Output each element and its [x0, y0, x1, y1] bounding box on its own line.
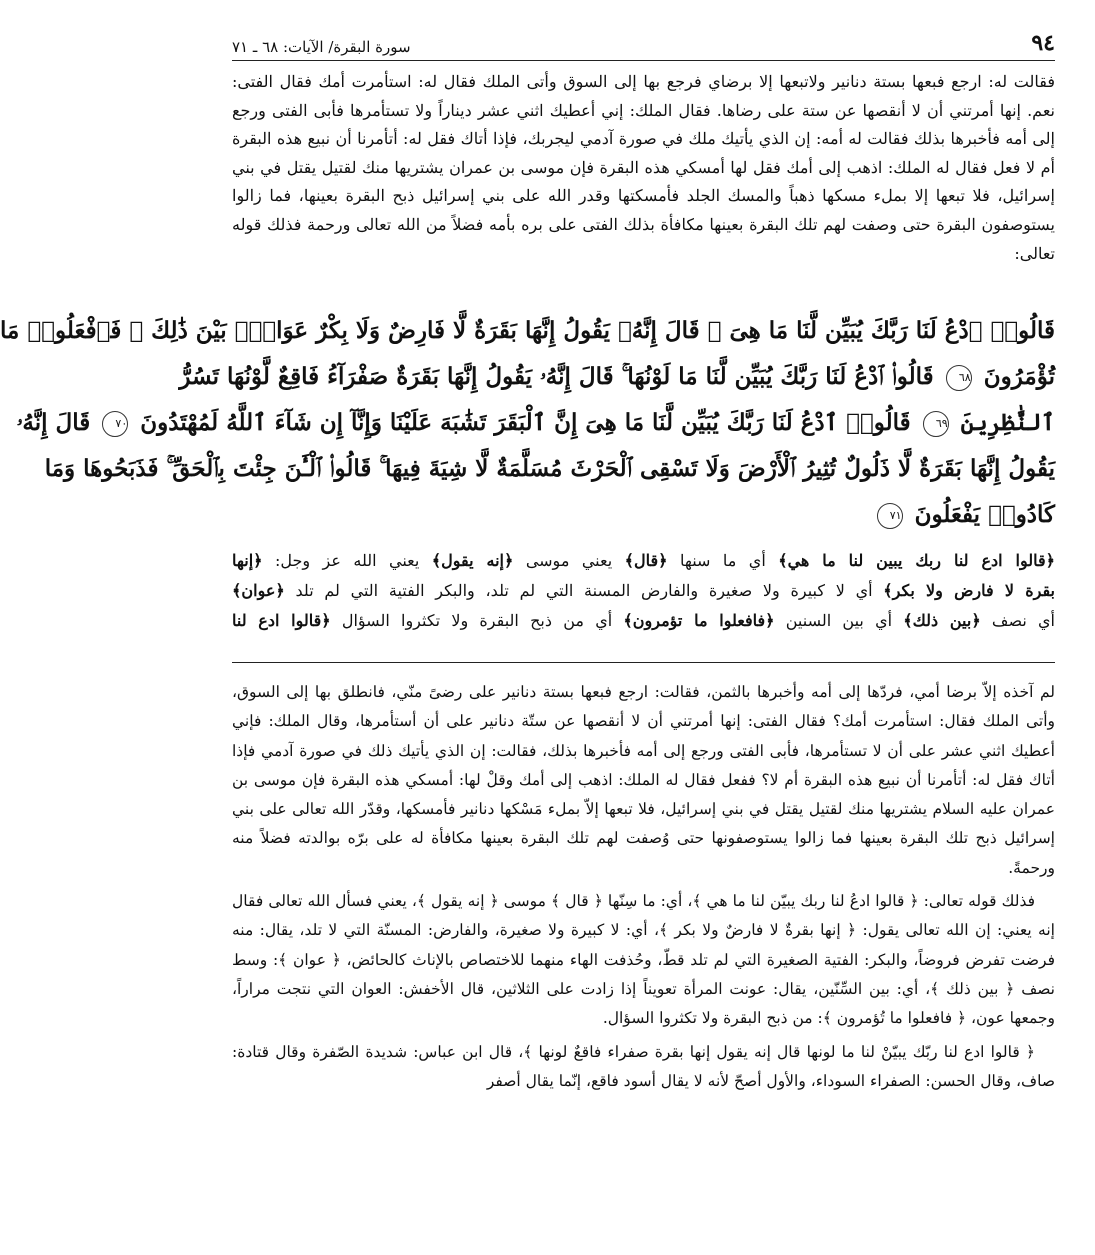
commentary-text: أي لا كبيرة ولا صغيرة والفارض المسنة التي لم تلد، والبكر الفتية التي لم تلد	[284, 581, 884, 600]
tafsir-commentary	[232, 546, 1055, 636]
ayah-number-marker: ٧٠	[102, 411, 128, 437]
quran-line	[179, 354, 1055, 400]
verse-text: قَالُوا۟ ٱدْعُ لَنَا رَبَّكَ يُبَيِّن لَّنَا مَا هِىَ إِنَّ ٱلْبَقَرَ تَشَٰبَهَ عَلَيْنَا وَإِنَّآ إِن شَآءَ ٱللَّهُ لَمُهْتَدُونَ	[140, 409, 911, 436]
verse-text: يَقُولُ إِنَّهَا بَقَرَةٌ لَّا ذَلُولٌ تُثِيرُ ٱلْأَرْضَ وَلَا تَسْقِى ٱلْحَرْثَ مُسَلَّمَةٌ لَّا شِيَةَ فِيهَا ۚ قَالُوا۟ ٱلْـَٰٔنَ جِئْتَ بِٱلْحَقِّ ۚ فَذَبَحُوهَا وَمَا	[44, 455, 1055, 482]
verse-text: قَالَ إِنَّهُۥ	[16, 409, 91, 436]
commentary-text: أي ما سنها	[667, 551, 779, 570]
quoted-verse: ﴿فافعلوا ما تؤمرون﴾	[623, 611, 775, 630]
footnote-paragraph: فذلك قوله تعالى: ﴿ قالوا ادعُ لنا ربك يبيّن لنا ما هي ﴾، أي: ما سِنّها ﴿ قال ﴾ موسى ﴿ إنه يقول ﴾، يعني فسأل الله تعالى فقال إنه يعني: إن الله تعالى يقول: ﴿ إنها بقرةٌ لا فارضٌ ولا بكر ﴾، أي: لا كبيرة ولا صغيرة، والفارض: المسنّة التي لا تلد، يقال: منه فرضت تفرض فروضاً، والبكر: الفتية الصغيرة التي لم تلد قطّ، وحُذفت الهاء منهما للاختصاص بالإناث كالحائض، ﴿ عوان ﴾: وسط نصف ﴿ بين ذلك ﴾، أي: بين السِّنّين، يقال: عونت المرأة تعويناً إذا زادت على الثلاثين، قال الأخفش: العوان التي نتجت مراراً، وجمعها عون، ﴿ فافعلوا ما تُؤمرون ﴾: من ذبح البقرة ولا تكثروا السؤال.	[232, 892, 1055, 1028]
quoted-verse: ﴿إنه يقول﴾	[431, 551, 514, 570]
quoted-verse: ﴿عوان﴾	[232, 581, 285, 600]
footnote-paragraph: لم آخذه إلاّ برضا أمي، فردّها إلى أمه وأخبرها بالثمن، فقالت: ارجع فبعها بستة دنانير على رضىً منّي، فانطلق بها إلى السوق، وأتى الملك فقال: استأمرت أمك؟ فقال الفتى: إنها أمرتني أن لا أنقصها عن ستّة دنانير على أن أستأمرها، وقال الملك: فإني أعطيك اثني عشر على أن لا تستأمرها، فأبى الفتى ورجع إلى أمه فأخبرها بذلك، فقالت: إن الذي يأتيك ذلك في صورة آدمي فإذا أتاك فقل له: أتأمرنا أن نبيع هذه البقرة أم لا؟ ففعل فقال له الملك: اذهب إلى أمك وقلْ لها: أمسكي هذه البقرة فإن موسى بن عمران عليه السلام يشتريها منك لقتيل يقتل في بني إسرائيل، فلا تبعها إلاّ بملء مَسْكها دنانير فأمسكها، وقدّر الله تعالى على بني إسرائيل ذبح تلك البقرة بعينها فما زالوا يستوصفونها حتى وُصفت لهم تلك البقرة بعينها مكافأة له على برّه بوالدته فضلاً منه ورحمةً.	[232, 683, 1055, 877]
page-number: ٩٤	[1031, 30, 1055, 56]
quran-verses	[0, 308, 1055, 540]
commentary-text: يعني موسى	[513, 551, 625, 570]
tafsir-line	[232, 546, 1055, 576]
running-head: سورة البقرة/ الآيات: ٦٨ ـ ٧١	[232, 38, 411, 56]
quran-line	[44, 446, 1055, 492]
footnote-paragraph: ﴿ قالوا ادع لنا ربّك يبيّنْ لنا ما لونها قال إنه يقول إنها بقرة صفراء فاقعٌ لونها ﴾، قال ابن عباس: شديدة الصّفرة وقال قتادة: صاف، وقال الحسن: الصفراء السوداء، والأول أصحّ لأنه لا يقال أسود فاقع، إنّما يقال أصفر	[232, 1042, 1055, 1090]
quran-line	[232, 492, 1055, 538]
quoted-verse: بقرة لا فارض ولا بكر﴾	[883, 581, 1055, 600]
intro-text: فقالت له: ارجع فبعها بستة دنانير ولاتبعها إلا برضاي فرجع بها إلى السوق وأتى الملك فقال له: استأمرت أمك فقال الفتى: نعم. إنها أمرتني أن لا أنقصها عن ستة على رضاها. فقال الملك: إني أعطيك اثني عشر ديناراً ولا تستأمرها فأبى الفتى ورجع إلى أمه فأخبرها بذلك فقالت له أمه: إن الذي يأتيك ملك في صورة آدمي ليجربك، فإذا أتاك فقل له: أتأمرنا أن نبيع هذه البقرة أم لا فعل فقال له الملك: اذهب إلى أمك فقل لها أمسكي هذه البقرة فإن موسى بن عمران يشتريها منك لقتيل يقتل في بني إسرائيل، فلا تبعها إلا بملء مسكها ذهباً والمسك الجلد فأمسكتها وقدر الله على بني إسرائيل ذبح البقرة بعينها، فما زالوا يستوصفون البقرة حتى وصفت لهم تلك البقرة بعينها مكافأة بذلك الفتى على بره بأمه فضلاً من الله تعالى ورحمة فذلك قوله تعالى:	[232, 72, 1056, 263]
quoted-verse: ﴿بين ذلك﴾	[903, 611, 981, 630]
footnote-divider	[232, 662, 1055, 663]
quoted-verse: ﴿إنها	[232, 551, 263, 570]
verse-text: كَادُوا۟ يَفْعَلُونَ	[914, 501, 1055, 528]
quoted-verse: ﴿قال﴾	[624, 551, 668, 570]
verse-text: تُؤْمَرُونَ	[983, 363, 1055, 390]
quoted-verse: ﴿قالوا ادع لنا	[232, 611, 331, 630]
commentary-text: أي نصف	[980, 611, 1055, 630]
footnote-section	[232, 678, 1055, 1100]
page-header	[232, 26, 1055, 61]
commentary-text: يعني الله عز وجل:	[262, 551, 432, 570]
quoted-verse: ﴿قالوا ادع لنا ربك يبين لنا ما هي﴾	[778, 551, 1055, 570]
quran-line	[16, 400, 1055, 446]
verse-text: ٱلنَّٰظِرِينَ	[960, 409, 1055, 436]
quran-line	[0, 308, 1055, 354]
tafsir-line	[232, 576, 1055, 606]
tafsir-line	[232, 606, 1055, 636]
intro-paragraph	[232, 68, 1055, 268]
ayah-number-marker: ٦٨	[946, 365, 972, 391]
verse-text: قَالُوا۟ ٱدْعُ لَنَا رَبَّكَ يُبَيِّن لَّنَا مَا لَوْنُهَا ۚ قَالَ إِنَّهُۥ يَقُولُ إِنَّهَا بَقَرَةٌ صَفْرَآءُ فَاقِعٌ لَّوْنُهَا تَسُرُّ	[179, 363, 934, 390]
verse-text: قَالُوا۟ ٱدْعُ لَنَا رَبَّكَ يُبَيِّن لَّنَا مَا هِىَ ۚ قَالَ إِنَّهُۥ يَقُولُ إِنَّهَا بَقَرَةٌ لَّا فَارِضٌ وَلَا بِكْرٌ عَوَانٌۢ بَيْنَ ذَٰلِكَ ۖ فَٱفْعَلُوا۟ مَا	[0, 317, 1055, 344]
ayah-number-marker: ٦٩	[923, 411, 949, 437]
commentary-text: أي بين السنين	[774, 611, 904, 630]
commentary-text: أي من ذبح البقرة ولا تكثروا السؤال	[330, 611, 624, 630]
ayah-number-marker: ٧١	[877, 503, 903, 529]
